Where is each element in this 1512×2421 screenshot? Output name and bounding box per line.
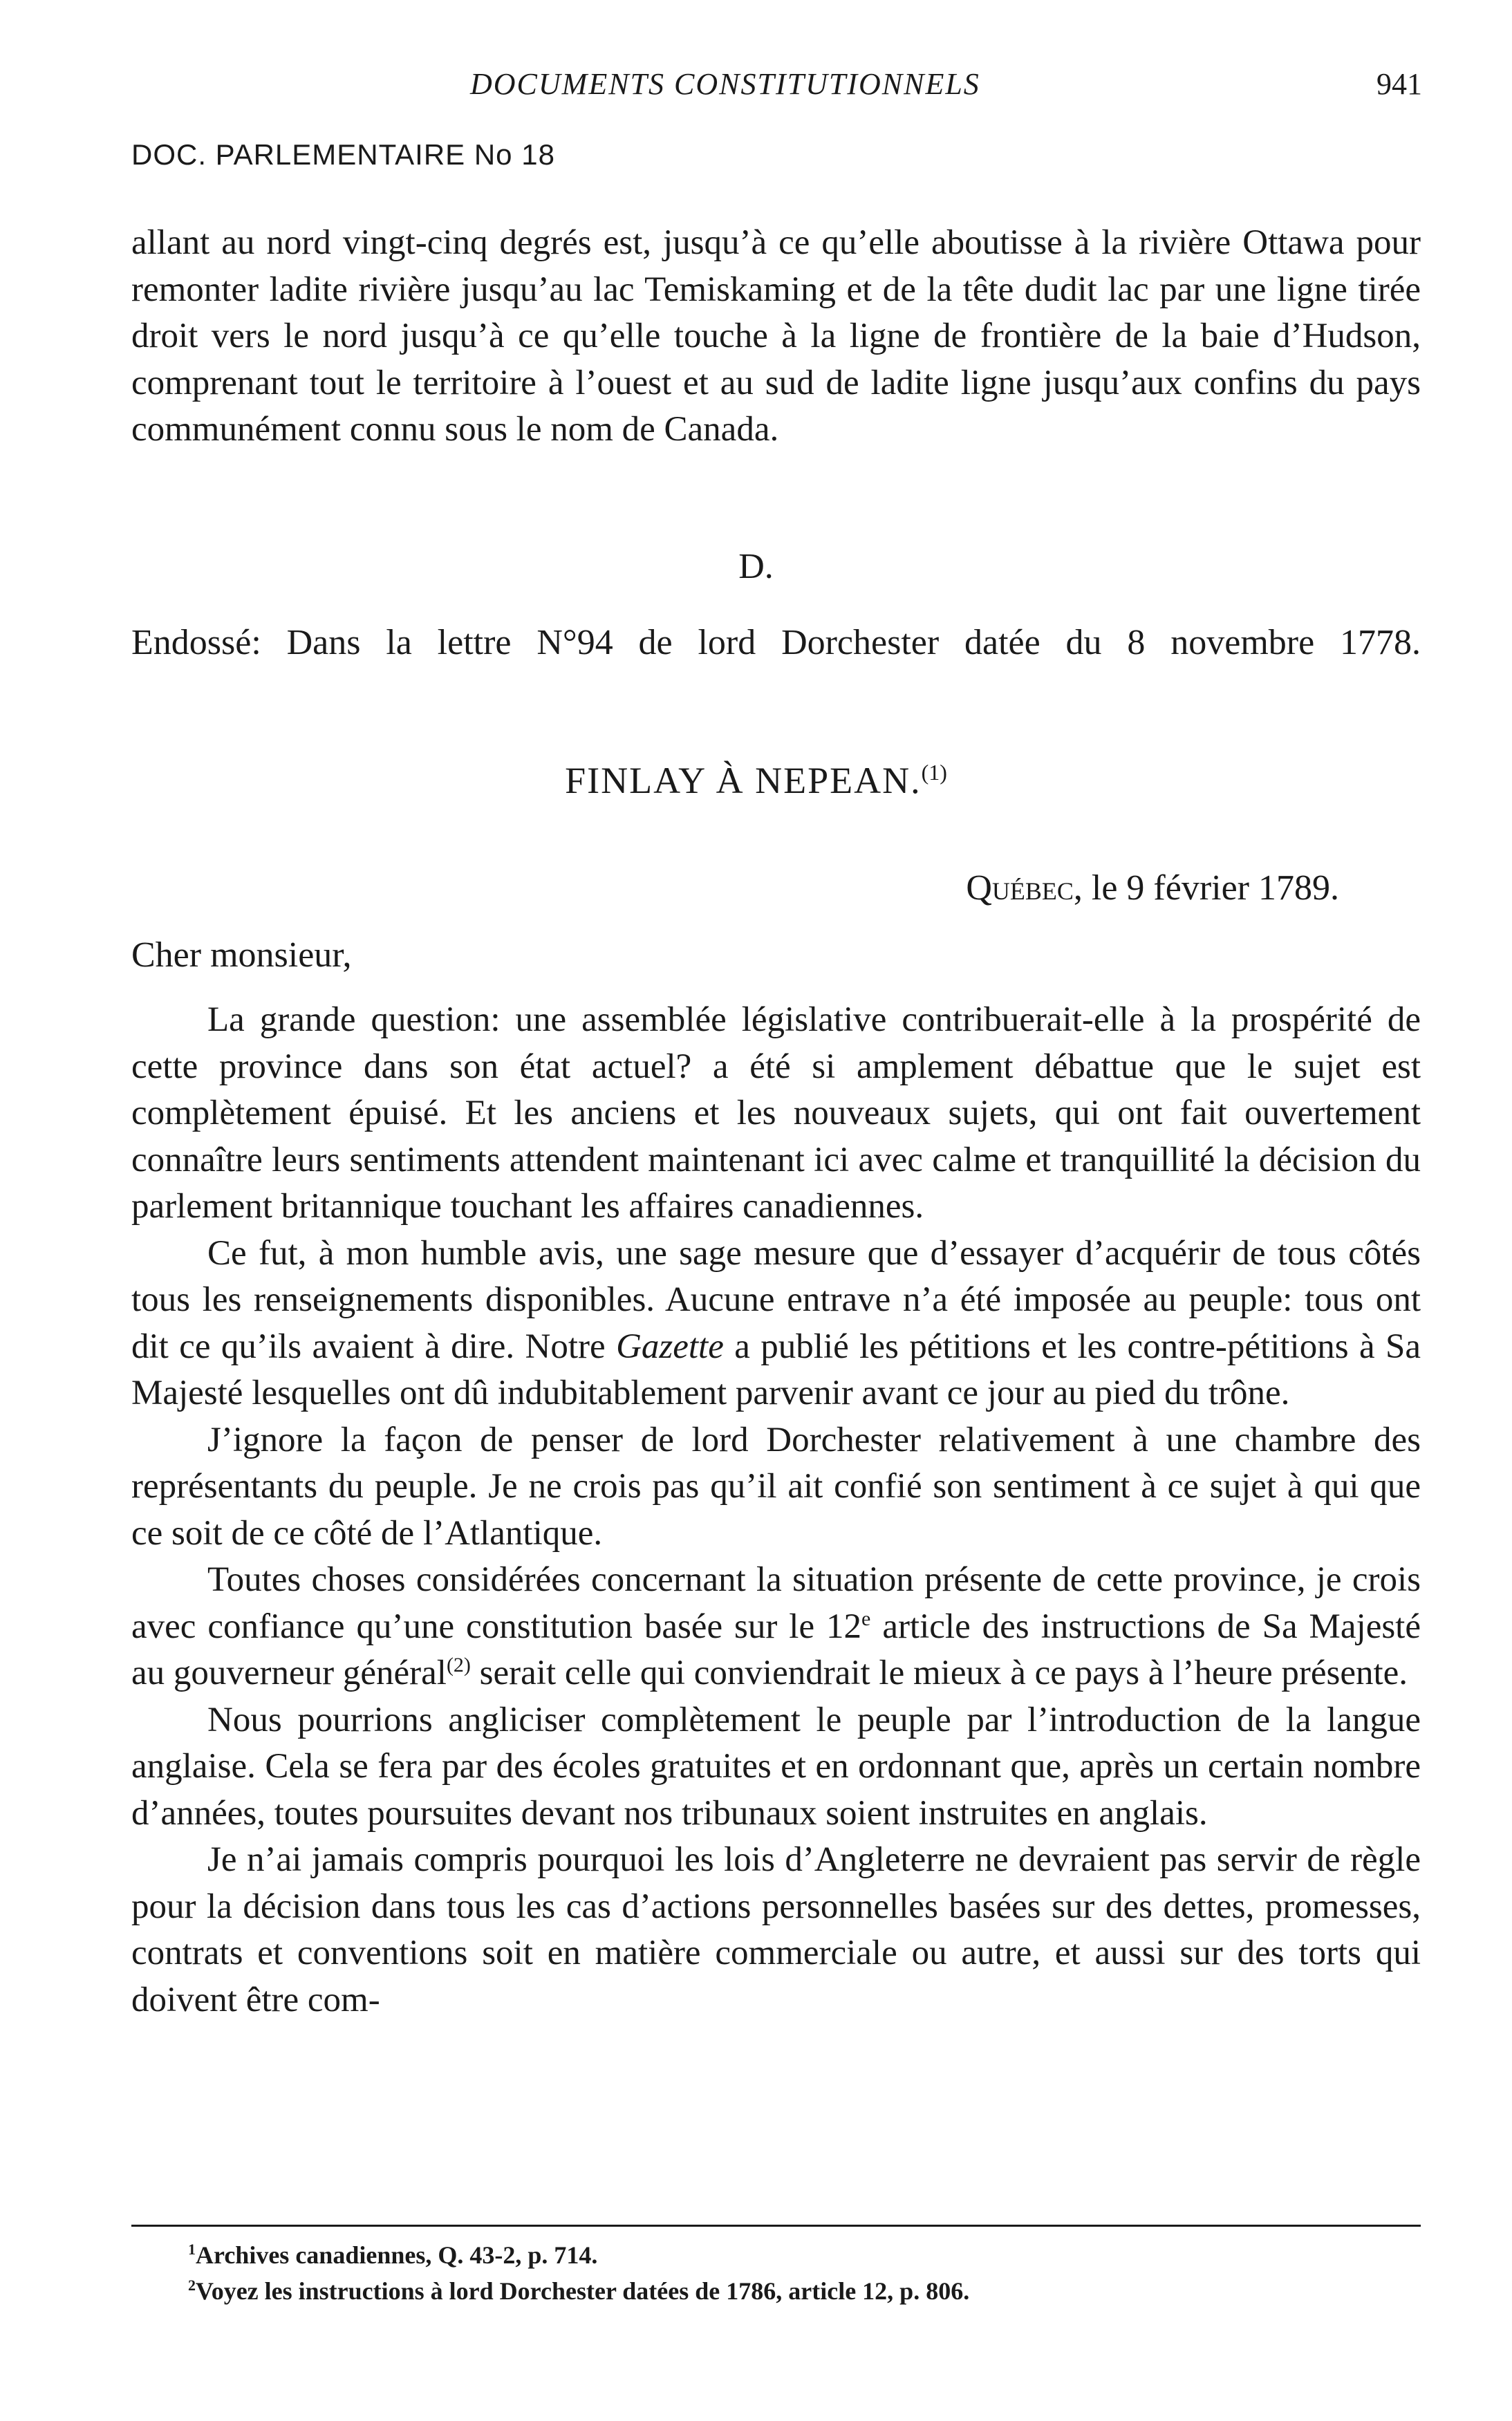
letter-paragraph-1: La grande question: une assemblée législative contribuerait-elle à la prospérité de cette province dans son état actuel? a été si amplement débattue que le sujet est complètement épuisé. Et les anciens et les nouveaux sujets, qui ont fait ouvertement connaître leurs sentiments attendent maintenant ici avec calme et tranquillité la décision du parlement britannique touchant les affaires canadiennes. bbox=[131, 1000, 1421, 1226]
letter-dateline bbox=[966, 868, 1339, 908]
letter-body bbox=[131, 997, 1421, 2023]
paragraph-4-text-b: article des instructions de Sa Majesté au gouverneur général bbox=[131, 1607, 1421, 1692]
endorsement-line: Endossé: Dans la lettre N°94 de lord Dorchester datée du 8 novembre 1778. bbox=[131, 623, 1421, 662]
footnote-text-1: Archives canadiennes, Q. 43-2, p. 714. bbox=[196, 2241, 598, 2269]
footnotes bbox=[188, 2234, 969, 2306]
letter-heading-text: FINLAY À NEPEAN. bbox=[565, 760, 922, 801]
paragraph-2-text-b: a publié les pétitions et les contre-pétitions à Sa Majesté lesquelles ont dû indubitablement parvenir avant ce jour au pied du trône. bbox=[131, 1327, 1421, 1412]
running-header bbox=[131, 66, 1422, 115]
letter-heading bbox=[0, 759, 1512, 802]
letter-paragraph-6: Je n’ai jamais compris pourquoi les lois d’Angleterre ne devraient pas servir de règle pour la décision dans tous les cas d’actions personnelles basées sur des dettes, promesses, contrats et conventions soit en matière commerciale ou autre, et aussi sur des torts qui doivent être com- bbox=[131, 1840, 1421, 2019]
dateline-place: Québec bbox=[966, 868, 1074, 908]
footnote-1 bbox=[188, 2234, 969, 2270]
letter-salutation: Cher monsieur, bbox=[131, 935, 352, 975]
footnote-mark-2: 2 bbox=[188, 2277, 196, 2294]
footnote-ref-1: (1) bbox=[921, 760, 947, 785]
letter-paragraph-3: J’ignore la façon de penser de lord Dorchester relativement à une chambre des représentants du peuple. Je ne crois pas qu’il ait confié son sentiment à ce sujet à qui que ce soit de ce côté de l’Atlantique. bbox=[131, 1420, 1421, 1553]
paragraph-4-text-a: Toutes choses considérées concernant la situation présente de cette province, je crois avec confiance qu’une constitution basée sur le 12 bbox=[131, 1560, 1421, 1646]
continuation-paragraph bbox=[131, 220, 1421, 454]
footnote-ref-2: (2) bbox=[446, 1654, 471, 1676]
footnote-text-2: Voyez les instructions à lord Dorchester datées de 1786, article 12, p. 806. bbox=[196, 2277, 970, 2305]
paragraph-2-text-a: Ce fut, à mon humble avis, une sage mesure que d’essayer d’acquérir de tous côtés tous les renseignements disponibles. Aucune entrave n’a été imposée au peuple: tous ont dit ce qu’ils avaient à dire. Notre bbox=[131, 1233, 1421, 1366]
footnote-2 bbox=[188, 2270, 969, 2306]
page-number: 941 bbox=[1376, 67, 1422, 101]
letter-paragraph-5: Nous pourrions angliciser complètement le peuple par l’introduction de la langue anglaise. Cela se fera par des écoles gratuites et en ordonnant que, après un certain nombre d’années, toutes poursuites devant nos tribunaux soient instruites en anglais. bbox=[131, 1700, 1421, 1833]
running-title: DOCUMENTS CONSTITUTIONNELS bbox=[470, 67, 980, 101]
document-reference: DOC. PARLEMENTAIRE No 18 bbox=[131, 138, 555, 171]
paragraph-text: allant au nord vingt-cinq degrés est, jusqu’à ce qu’elle aboutisse à la rivière Ottawa pour remonter ladite rivière jusqu’au lac Temiskaming et de la tête dudit lac par une ligne tirée droit vers le nord jusqu’à ce qu’elle touche à la ligne de frontière de la baie d’Hudson, comprenant tout le territoire à l’ouest et au sud de ladite ligne jusqu’aux confins du pays communément connu sous le nom de Canada. bbox=[131, 223, 1421, 449]
dateline-date: , le 9 février 1789. bbox=[1073, 868, 1339, 908]
letter-paragraph-4 bbox=[131, 1557, 1421, 1697]
footnote-divider bbox=[131, 2225, 1421, 2227]
letter-paragraph-2 bbox=[131, 1231, 1421, 1417]
footnote-mark-1: 1 bbox=[188, 2241, 196, 2258]
gazette-italic: Gazette bbox=[616, 1327, 724, 1366]
section-letter: D. bbox=[738, 547, 774, 586]
ordinal-superscript: e bbox=[861, 1607, 871, 1630]
paragraph-4-text-c: serait celle qui conviendrait le mieux à ce pays à l’heure présente. bbox=[470, 1654, 1408, 1692]
